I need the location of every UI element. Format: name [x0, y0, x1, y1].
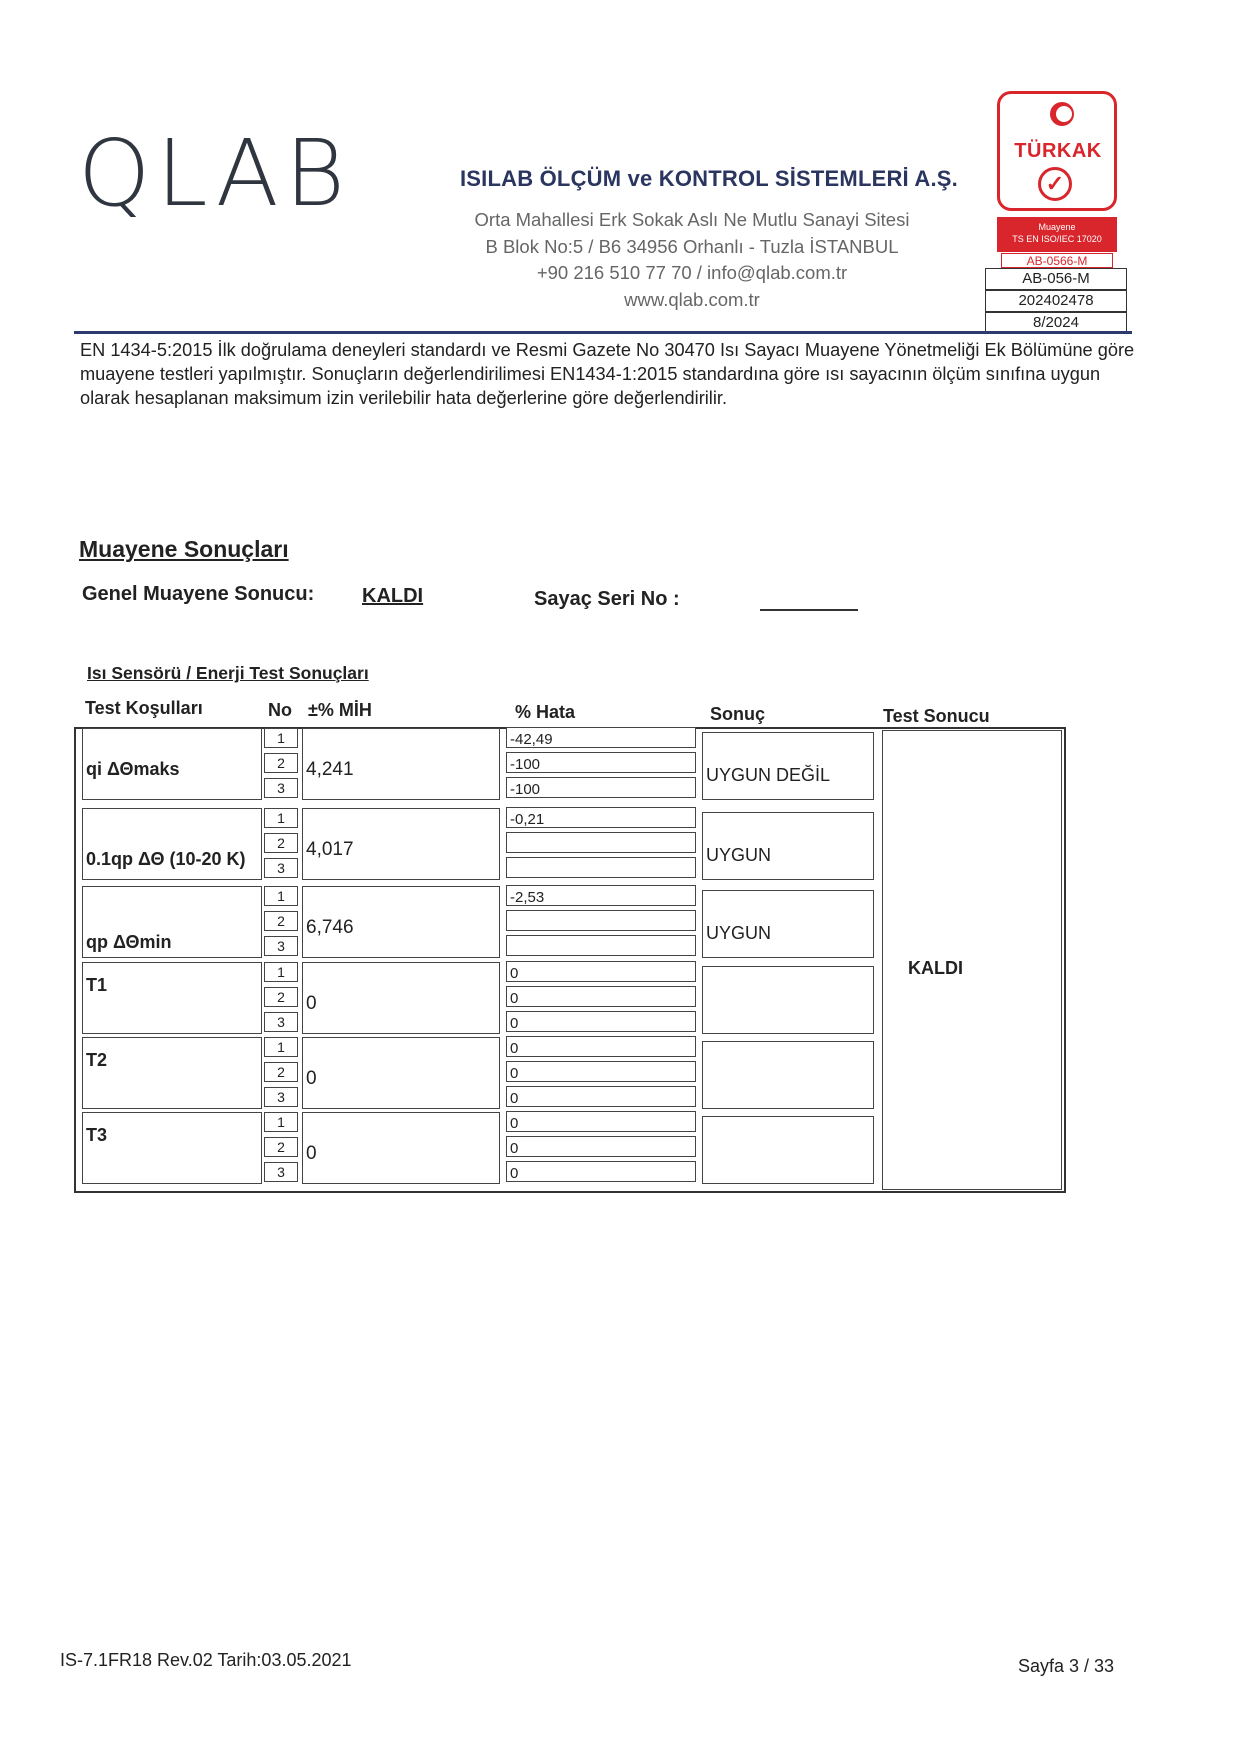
error-cell: 0 [506, 961, 696, 982]
no-cell: 1 [264, 962, 298, 982]
condition-label: T1 [86, 975, 108, 995]
address-line-2: B Blok No:5 / B6 34956 Orhanlı - Tuzla İSTANBUL [485, 236, 899, 257]
condition-label: qp ΔΘmin [86, 932, 172, 952]
no-cell: 1 [264, 728, 298, 748]
header-divider [74, 331, 1132, 334]
header-no: No [268, 700, 292, 720]
condition-label: qi ΔΘmaks [86, 759, 180, 779]
general-result-value: KALDI [362, 585, 424, 607]
error-cell: 0 [506, 1136, 696, 1157]
no-cell: 1 [264, 1112, 298, 1132]
turkak-name: TÜRKAK [1014, 140, 1102, 162]
error-cell: -2,53 [506, 885, 696, 906]
mih-cell: 4,241 [302, 728, 500, 800]
qlab-logo: QLAB [78, 120, 351, 227]
no-cell: 3 [264, 858, 298, 878]
result-cell: UYGUN [702, 812, 874, 880]
final-result: KALDI [908, 958, 963, 978]
address-website: www.qlab.com.tr [624, 289, 760, 310]
error-cell: -42,49 [506, 727, 696, 748]
error-cell: 0 [506, 1161, 696, 1182]
ref-box-1: AB-056-M [985, 268, 1127, 290]
no-cell: 1 [264, 808, 298, 828]
no-cell: 3 [264, 1087, 298, 1107]
no-cell: 3 [264, 1162, 298, 1182]
error-cell: -100 [506, 777, 696, 798]
error-cell: -0,21 [506, 807, 696, 828]
error-cell [506, 832, 696, 853]
ref-box-3: 8/2024 [985, 312, 1127, 333]
condition-label: T3 [86, 1125, 108, 1145]
result-cell [702, 1116, 874, 1184]
no-cell: 2 [264, 753, 298, 773]
header-error: % Hata [515, 702, 576, 722]
condition-cell [82, 962, 262, 1034]
sensor-section-title: Isı Sensörü / Enerji Test Sonuçları [87, 663, 369, 683]
no-cell: 2 [264, 987, 298, 1007]
no-cell: 2 [264, 1137, 298, 1157]
turkak-standard: Muayene TS EN ISO/IEC 17020 [997, 217, 1117, 252]
mih-cell: 6,746 [302, 886, 500, 958]
turkak-number: AB-0566-M [1001, 253, 1113, 268]
result-cell [702, 966, 874, 1034]
condition-cell [82, 728, 262, 800]
error-cell: 0 [506, 1036, 696, 1057]
mih-cell: 0 [302, 1037, 500, 1109]
header-result: Sonuç [710, 704, 766, 724]
condition-label: T2 [86, 1050, 108, 1070]
result-cell: UYGUN [702, 890, 874, 958]
condition-cell [82, 1037, 262, 1109]
serial-value-redacted [760, 609, 858, 611]
result-cell [702, 1041, 874, 1109]
check-icon: ✓ [1038, 167, 1072, 201]
error-cell: 0 [506, 1011, 696, 1032]
section-title: Muayene Sonuçları [79, 536, 289, 562]
mih-cell: 0 [302, 962, 500, 1034]
header-conditions: Test Koşulları [85, 698, 203, 718]
company-name: ISILAB ÖLÇÜM ve KONTROL SİSTEMLERİ A.Ş. [460, 166, 958, 191]
no-cell: 2 [264, 911, 298, 931]
no-cell: 1 [264, 886, 298, 906]
condition-cell [82, 1112, 262, 1184]
error-cell: 0 [506, 986, 696, 1007]
page-number: Sayfa 3 / 33 [1018, 1656, 1115, 1676]
mih-cell: 4,017 [302, 808, 500, 880]
intro-paragraph: EN 1434-5:2015 İlk doğrulama deneyleri standardı ve Resmi Gazete No 30470 Isı Sayacı Muayene Yönetmeliği Ek Bölümüne göre muayene testleri yapılmıştır. Sonuçların değerlendirilimesi EN1434-1:2015 standardına göre ısı sayacının ölçüm sınıfına uygun olarak hesaplanan maksimum izin verilebilir hata değerlerine göre değerlendirilir. [80, 340, 1135, 408]
no-cell: 1 [264, 1037, 298, 1057]
no-cell: 3 [264, 778, 298, 798]
error-cell: -100 [506, 752, 696, 773]
address-line-1: Orta Mahallesi Erk Sokak Aslı Ne Mutlu Sanayi Sitesi [474, 209, 910, 230]
address-phone-email: +90 216 510 77 70 / info@qlab.com.tr [536, 262, 848, 283]
condition-cell [82, 886, 262, 958]
error-cell: 0 [506, 1086, 696, 1107]
serial-label: Sayaç Seri No : [534, 588, 680, 610]
mih-cell: 0 [302, 1112, 500, 1184]
ref-box-2: 202402478 [985, 290, 1127, 312]
error-cell [506, 935, 696, 956]
no-cell: 2 [264, 1062, 298, 1082]
form-number: IS-7.1FR18 Rev.02 Tarih:03.05.2021 [60, 1650, 352, 1670]
error-cell: 0 [506, 1061, 696, 1082]
no-cell: 3 [264, 936, 298, 956]
no-cell: 2 [264, 833, 298, 853]
header-mih: ±% MİH [308, 700, 372, 720]
no-cell: 3 [264, 1012, 298, 1032]
result-cell: UYGUN DEĞİL [702, 732, 874, 800]
error-cell [506, 910, 696, 931]
error-cell [506, 857, 696, 878]
error-cell: 0 [506, 1111, 696, 1132]
condition-cell [82, 808, 262, 880]
general-result-label: Genel Muayene Sonucu: [82, 583, 315, 605]
condition-label: 0.1qp ΔΘ (10-20 K) [86, 849, 246, 869]
header-test-result: Test Sonucu [883, 706, 990, 726]
